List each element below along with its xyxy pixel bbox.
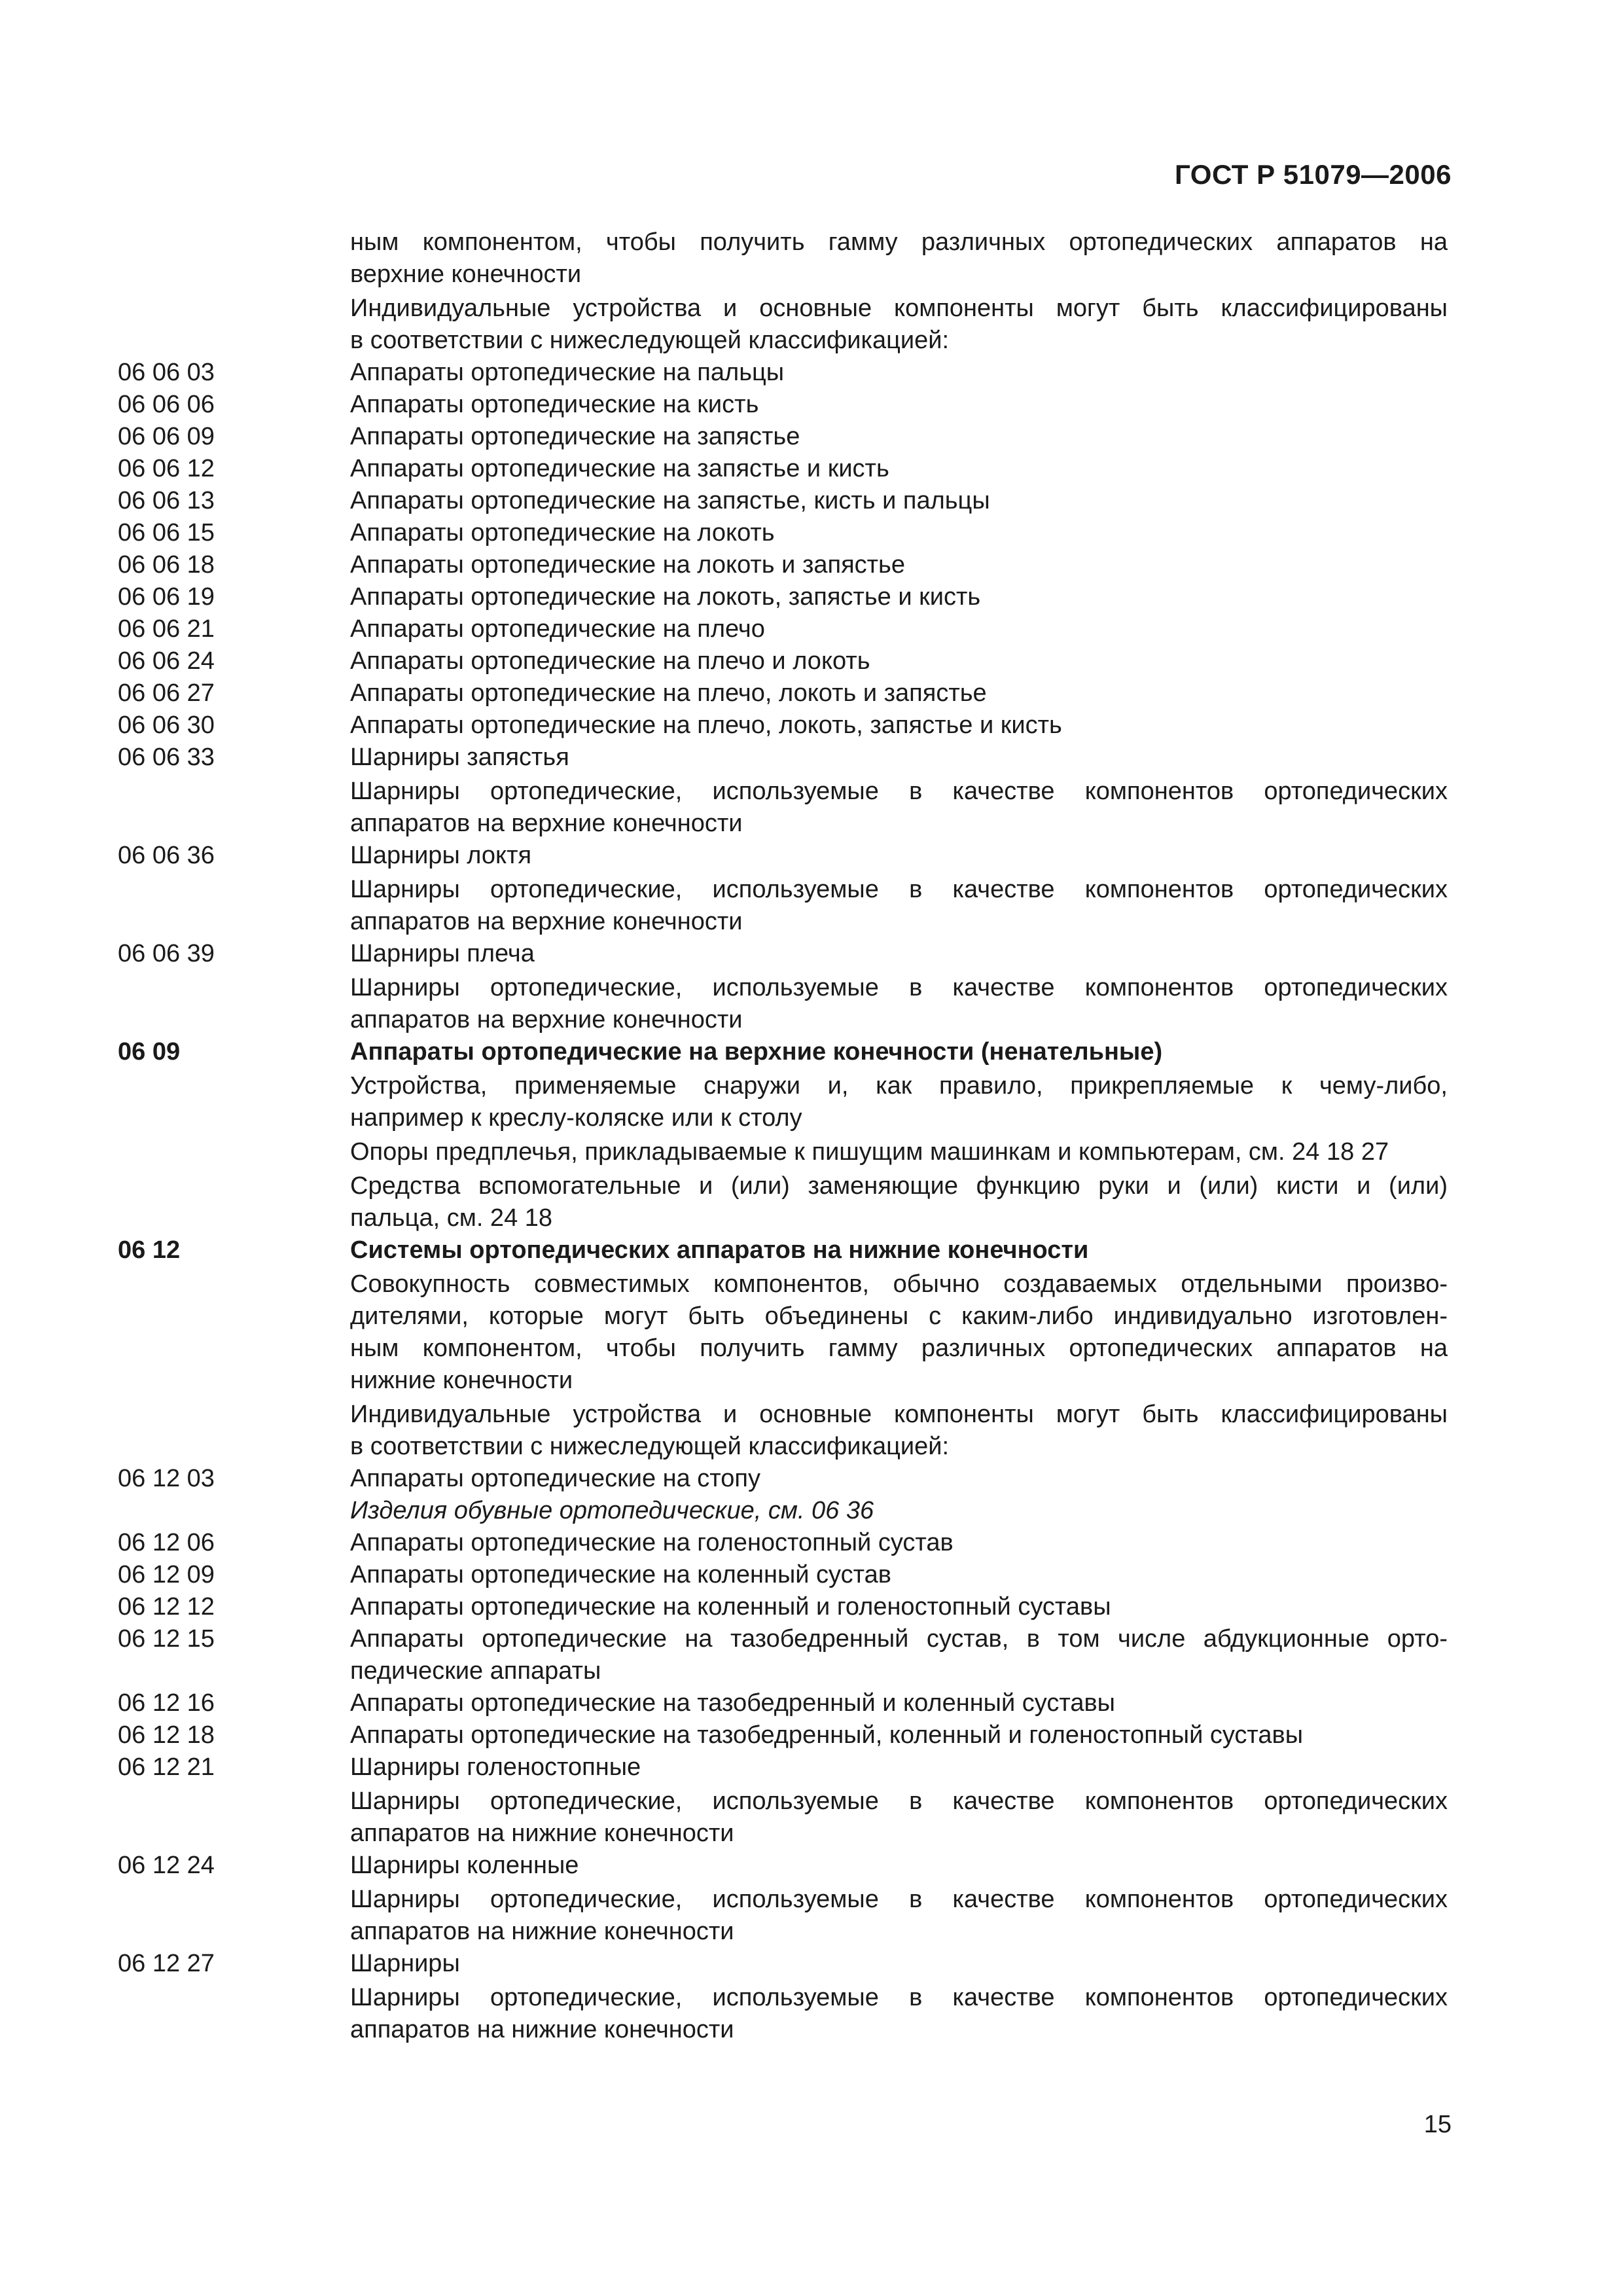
entry-description-line: аппаратов на верхние конечности [350, 810, 743, 837]
classification-code: 06 06 18 [118, 551, 215, 579]
classification-text [350, 1036, 1448, 1234]
entry-description-line: Шарниры ортопедические, используемые в качестве компонентов ортопедических [350, 1984, 1448, 2011]
classification-text [350, 226, 1448, 357]
entry-description-line: пальца, см. 24 18 [350, 1204, 553, 1232]
classification-entry [118, 1751, 1448, 1850]
classification-code: 06 12 12 [118, 1593, 215, 1621]
classification-entry [118, 421, 1448, 453]
classification-code: 06 06 06 [118, 391, 215, 418]
classification-text [350, 1591, 1448, 1623]
entry-title: Аппараты ортопедические на плечо [350, 615, 765, 643]
entry-description-line: ным компонентом, чтобы получить гамму различных ортопедических аппаратов на [350, 1335, 1448, 1362]
classification-list [118, 226, 1448, 2046]
classification-entry [118, 1687, 1448, 1719]
classification-code: 06 06 36 [118, 842, 215, 869]
classification-text [350, 1463, 1448, 1527]
classification-code: 06 06 15 [118, 519, 215, 547]
classification-entry [118, 453, 1448, 485]
classification-text [350, 453, 1448, 485]
classification-code: 06 06 27 [118, 679, 215, 707]
entry-title: Аппараты ортопедические на плечо и локоть [350, 647, 870, 675]
entry-title: Аппараты ортопедические на локоть и запястье [350, 551, 905, 579]
entry-description-line: Шарниры ортопедические, используемые в качестве компонентов ортопедических [350, 974, 1448, 1001]
entry-description-line: аппаратов на нижние конечности [350, 1820, 734, 1847]
entry-title: Шарниры коленные [350, 1852, 579, 1879]
classification-entry [118, 1036, 1448, 1234]
classification-text [350, 677, 1448, 709]
document-header: ГОСТ Р 51079—2006 [1175, 159, 1452, 190]
entry-title: Аппараты ортопедические на локоть, запястье и кисть [350, 583, 981, 611]
entry-title: Шарниры запястья [350, 744, 569, 771]
entry-title: Аппараты ортопедические на стопу [350, 1465, 760, 1492]
entry-description-line: аппаратов на верхние конечности [350, 1006, 743, 1033]
entry-title: Аппараты ортопедические на тазобедренный, коленный и голеностопный суставы [350, 1721, 1304, 1749]
classification-text [350, 357, 1448, 389]
entry-description-line: например к креслу-коляске или к столу [350, 1104, 802, 1132]
classification-text [350, 1527, 1448, 1559]
entry-title: Аппараты ортопедические на верхние конечности (ненательные) [350, 1038, 1163, 1066]
classification-entry [118, 581, 1448, 613]
entry-description-line: аппаратов на верхние конечности [350, 908, 743, 935]
classification-code: 06 09 [118, 1038, 181, 1066]
classification-text [350, 549, 1448, 581]
classification-entry [118, 1948, 1448, 2046]
entry-title: Шарниры локтя [350, 842, 532, 869]
entry-title: Аппараты ортопедические на запястье, кисть и пальцы [350, 487, 990, 514]
entry-description-line: аппаратов на нижние конечности [350, 1918, 734, 1945]
classification-text [350, 1719, 1448, 1751]
classification-entry [118, 1623, 1448, 1687]
entry-title: Аппараты ортопедические на голеностопный сустав [350, 1529, 954, 1556]
classification-entry [118, 1719, 1448, 1751]
entry-description-line: педические аппараты [350, 1657, 601, 1685]
classification-code: 06 12 06 [118, 1529, 215, 1556]
classification-code: 06 12 21 [118, 1753, 215, 1781]
classification-code: 06 06 13 [118, 487, 215, 514]
classification-text [350, 517, 1448, 549]
classification-code: 06 12 03 [118, 1465, 215, 1492]
classification-code: 06 12 16 [118, 1689, 215, 1717]
classification-text [350, 1687, 1448, 1719]
entry-title: Аппараты ортопедические на запястье [350, 423, 800, 450]
classification-entry [118, 840, 1448, 938]
classification-text [350, 613, 1448, 645]
page-number: 15 [1423, 2111, 1452, 2138]
classification-entry [118, 517, 1448, 549]
classification-code: 06 12 09 [118, 1561, 215, 1588]
entry-title: Аппараты ортопедические на коленный и голеностопный суставы [350, 1593, 1111, 1621]
entry-description-line: Шарниры ортопедические, используемые в качестве компонентов ортопедических [350, 876, 1448, 903]
entry-title: Аппараты ортопедические на пальцы [350, 359, 785, 386]
classification-text [350, 1751, 1448, 1850]
entry-description-line: Совокупность совместимых компонентов, обычно создаваемых отдельными произво- [350, 1270, 1448, 1298]
entry-title: Шарниры плеча [350, 940, 535, 967]
classification-text [350, 840, 1448, 938]
classification-entry [118, 1234, 1448, 1463]
classification-entry [118, 677, 1448, 709]
classification-code: 06 06 24 [118, 647, 215, 675]
classification-code: 06 06 09 [118, 423, 215, 450]
classification-code: 06 06 39 [118, 940, 215, 967]
classification-code: 06 12 15 [118, 1625, 215, 1653]
classification-entry [118, 1463, 1448, 1527]
entry-description-line: в соответствии с нижеследующей классификацией: [350, 1433, 950, 1460]
classification-entry [118, 645, 1448, 677]
classification-entry [118, 613, 1448, 645]
classification-code: 06 06 19 [118, 583, 215, 611]
entry-title: Аппараты ортопедические на плечо, локоть и запястье [350, 679, 987, 707]
entry-title: Аппараты ортопедические на коленный сустав [350, 1561, 891, 1588]
classification-code: 06 12 27 [118, 1950, 215, 1977]
entry-title: Аппараты ортопедические на локоть [350, 519, 775, 547]
classification-code: 06 06 21 [118, 615, 215, 643]
entry-description-line: Индивидуальные устройства и основные компоненты могут быть классифицированы [350, 1401, 1448, 1428]
entry-description-line: верхние конечности [350, 260, 582, 288]
entry-description-line: Шарниры ортопедические, используемые в качестве компонентов ортопедических [350, 1886, 1448, 1913]
classification-entry [118, 389, 1448, 421]
classification-code: 06 06 12 [118, 455, 215, 482]
entry-description-line: Устройства, применяемые снаружи и, как правило, прикрепляемые к чему-либо, [350, 1072, 1448, 1100]
entry-title: ным компонентом, чтобы получить гамму различных ортопедических аппаратов на [350, 228, 1448, 256]
classification-text [350, 645, 1448, 677]
entry-description-line: в соответствии с нижеследующей классификацией: [350, 327, 950, 354]
classification-code: 06 06 30 [118, 711, 215, 739]
classification-text [350, 1623, 1448, 1687]
entry-description-line: Опоры предплечья, прикладываемые к пишущим машинкам и компьютерам, см. 24 18 27 [350, 1138, 1389, 1166]
entry-title: Шарниры [350, 1950, 460, 1977]
entry-title: Аппараты ортопедические на запястье и кисть [350, 455, 889, 482]
entry-description-line: дителями, которые могут быть объединены с каким-либо индивидуально изготовлен- [350, 1302, 1448, 1330]
classification-code: 06 12 [118, 1236, 181, 1264]
classification-entry [118, 485, 1448, 517]
classification-code: 06 12 24 [118, 1852, 215, 1879]
classification-entry [118, 1559, 1448, 1591]
classification-entry [118, 1850, 1448, 1948]
classification-text [350, 389, 1448, 421]
entry-title: Аппараты ортопедические на плечо, локоть, запястье и кисть [350, 711, 1062, 739]
entry-description-line: нижние конечности [350, 1367, 573, 1394]
entry-description-line: Шарниры ортопедические, используемые в качестве компонентов ортопедических [350, 778, 1448, 805]
classification-entry [118, 549, 1448, 581]
classification-text [350, 1850, 1448, 1948]
entry-description-line: аппаратов на нижние конечности [350, 2016, 734, 2043]
classification-entry [118, 1527, 1448, 1559]
classification-text [350, 709, 1448, 742]
entry-title: Аппараты ортопедические на тазобедренный и коленный суставы [350, 1689, 1115, 1717]
classification-entry [118, 357, 1448, 389]
classification-text [350, 581, 1448, 613]
classification-entry [118, 1591, 1448, 1623]
entry-description-line: Средства вспомогательные и (или) заменяющие функцию руки и (или) кисти и (или) [350, 1172, 1448, 1200]
classification-text [350, 938, 1448, 1036]
classification-code: 06 06 33 [118, 744, 215, 771]
classification-text [350, 1234, 1448, 1463]
entry-title: Системы ортопедических аппаратов на нижние конечности [350, 1236, 1089, 1264]
entry-description-line: Изделия обувные ортопедические, см. 06 36 [350, 1497, 874, 1524]
entry-description-line: Шарниры ортопедические, используемые в качестве компонентов ортопедических [350, 1787, 1448, 1815]
entry-title: Шарниры голеностопные [350, 1753, 641, 1781]
entry-title: Аппараты ортопедические на тазобедренный сустав, в том числе абдукционные орто- [350, 1625, 1448, 1653]
entry-title: Аппараты ортопедические на кисть [350, 391, 759, 418]
classification-entry [118, 226, 1448, 357]
classification-entry [118, 938, 1448, 1036]
classification-code: 06 12 18 [118, 1721, 215, 1749]
classification-text [350, 1948, 1448, 2046]
classification-text [350, 742, 1448, 840]
classification-code: 06 06 03 [118, 359, 215, 386]
classification-text [350, 421, 1448, 453]
classification-entry [118, 742, 1448, 840]
classification-text [350, 485, 1448, 517]
classification-text [350, 1559, 1448, 1591]
entry-description-line: Индивидуальные устройства и основные компоненты могут быть классифицированы [350, 295, 1448, 322]
classification-entry [118, 709, 1448, 742]
